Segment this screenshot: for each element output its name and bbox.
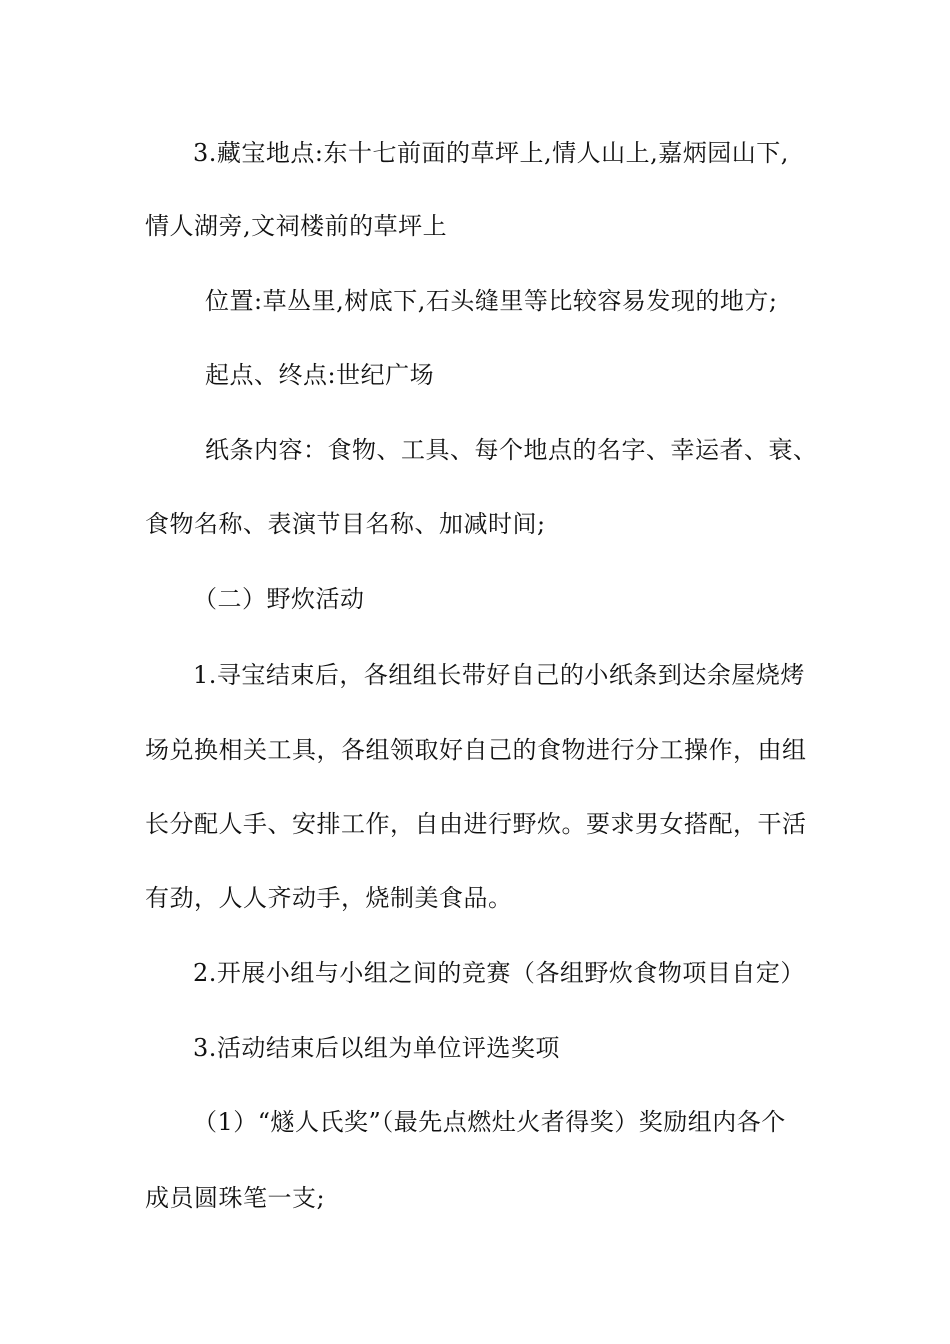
paragraph-line: 1.寻宝结束后，各组组长带好自己的小纸条到达余屋烧烤 <box>193 661 805 689</box>
paragraph-line: 2.开展小组与小组之间的竞赛（各组野炊食物项目自定） <box>193 959 805 987</box>
paragraph-line: 纸条内容：食物、工具、每个地点的名字、幸运者、衰、 <box>205 436 818 464</box>
section-heading: （二）野炊活动 <box>193 585 365 613</box>
paragraph-line: 食物名称、表演节目名称、加减时间; <box>145 510 546 538</box>
paragraph-line: 3.活动结束后以组为单位评选奖项 <box>193 1034 560 1062</box>
paragraph-line: 有劲，人人齐动手，烧制美食品。 <box>145 884 513 912</box>
paragraph-line: 场兑换相关工具，各组领取好自己的食物进行分工操作，由组 <box>145 736 807 764</box>
paragraph-line: 情人湖旁,文祠楼前的草坪上 <box>145 212 448 240</box>
paragraph-line: 起点、终点:世纪广场 <box>205 361 435 389</box>
paragraph-line: 3.藏宝地点:东十七前面的草坪上,情人山上,嘉炳园山下, <box>193 139 789 167</box>
paragraph-line: （1）“燧人氏奖”（最先点燃灶火者得奖）奖励组内各个 <box>193 1108 786 1136</box>
paragraph-line: 成员圆珠笔一支; <box>145 1184 326 1212</box>
paragraph-line: 长分配人手、安排工作，自由进行野炊。要求男女搭配，干活 <box>145 810 807 838</box>
paragraph-line: 位置:草丛里,树底下,石头缝里等比较容易发现的地方; <box>205 287 778 315</box>
